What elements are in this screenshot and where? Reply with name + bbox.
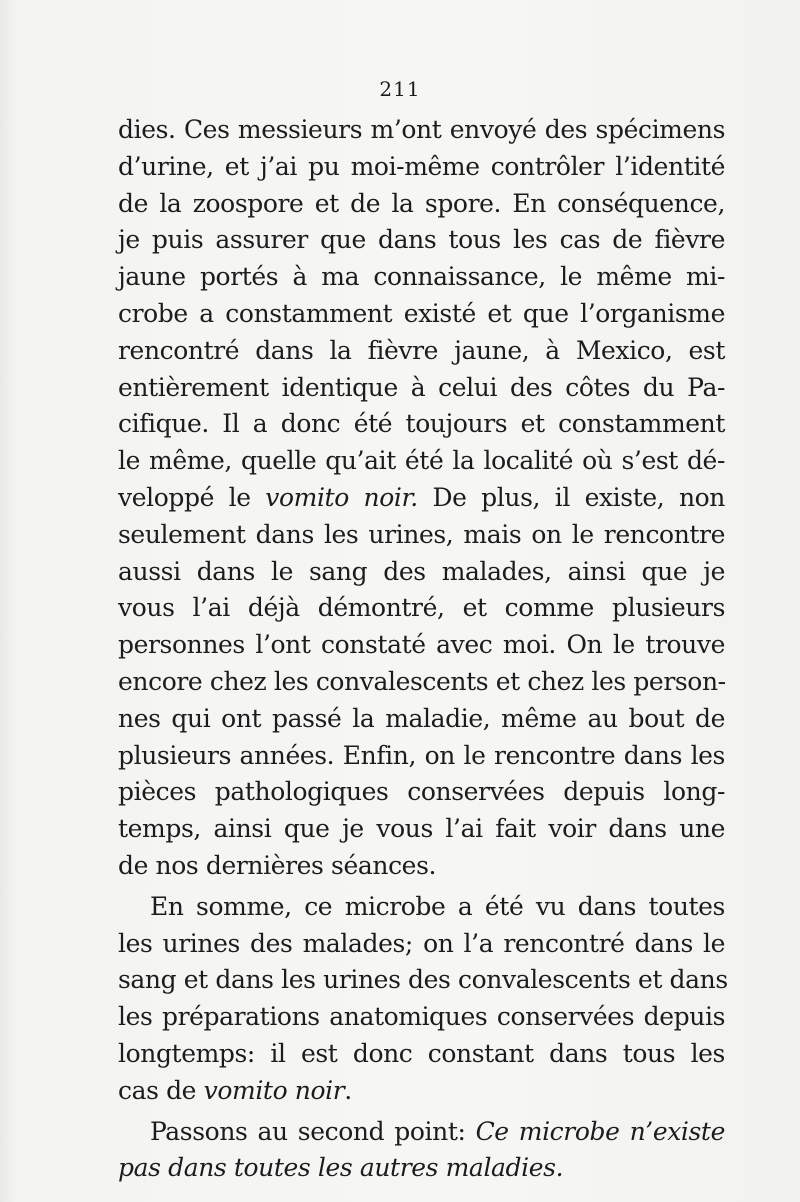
text-segment: les urines des malades; on l’a rencontré dans le xyxy=(118,928,725,958)
text-segment: longtemps: il est donc constant dans tous les xyxy=(118,1038,725,1068)
text-segment: les préparations anatomiques conservées depuis xyxy=(118,1002,725,1032)
text-line xyxy=(118,112,725,149)
text-segment: sang et dans les urines des convalescents et dans xyxy=(118,965,728,995)
text-line xyxy=(118,627,725,664)
text-segment: jaune portés à ma connaissance, le même mi- xyxy=(118,262,725,292)
text-segment: . xyxy=(344,1075,352,1105)
text-line xyxy=(118,962,728,999)
text-line xyxy=(118,1073,725,1110)
text-line xyxy=(118,443,725,480)
text-line xyxy=(118,222,725,259)
text-line xyxy=(118,1036,725,1073)
text-segment: je puis assurer que dans tous les cas de fièvre xyxy=(118,225,725,255)
text-segment: nes qui ont passé la maladie, même au bout de xyxy=(118,703,725,733)
text-segment: entièrement identique à celui des côtes du Pa- xyxy=(118,372,725,402)
text-segment: En somme, ce microbe a été vu dans toutes xyxy=(150,891,725,921)
text-line xyxy=(118,664,725,701)
text-line xyxy=(118,1150,725,1187)
text-line xyxy=(118,1114,725,1151)
italic-text: vomito noir. xyxy=(265,482,418,512)
page-number: 211 xyxy=(379,77,421,101)
italic-text: Ce microbe n’existe xyxy=(475,1116,725,1146)
text-segment: aussi dans le sang des malades, ainsi que je xyxy=(118,556,725,586)
text-line xyxy=(118,774,725,811)
italic-text: pas dans toutes les autres maladies. xyxy=(118,1153,564,1183)
text-segment: pièces pathologiques conservées depuis long- xyxy=(118,777,725,807)
text-segment: de la zoospore et de la spore. En conséquence, xyxy=(118,188,725,218)
text-segment: personnes l’ont constaté avec moi. On le trouve xyxy=(118,630,725,660)
text-segment: dies. Ces messieurs m’ont envoyé des spécimens xyxy=(118,115,725,144)
text-line xyxy=(118,738,725,775)
text-segment: seulement dans les urines, mais on le rencontre xyxy=(118,519,725,549)
text-segment: veloppé le xyxy=(118,482,266,512)
text-line xyxy=(118,186,725,223)
text-line xyxy=(118,926,725,963)
text-line xyxy=(118,701,725,738)
text-line xyxy=(118,517,725,554)
text-line xyxy=(118,406,725,443)
body-text xyxy=(118,112,728,1187)
text-segment: crobe a constamment existé et que l’organisme xyxy=(118,298,725,328)
text-segment: De plus, il existe, non xyxy=(417,482,725,512)
text-segment: cifique. Il a donc été toujours et constamment xyxy=(118,409,725,439)
text-line xyxy=(118,889,725,926)
text-line xyxy=(118,811,725,848)
text-segment: temps, ainsi que je vous l’ai fait voir dans une xyxy=(118,814,725,844)
text-line xyxy=(118,370,725,407)
text-line xyxy=(118,296,725,333)
text-segment: plusieurs années. Enfin, on le rencontre dans les xyxy=(118,740,725,770)
text-segment: de nos dernières séances. xyxy=(118,850,437,880)
text-line xyxy=(118,259,725,296)
text-segment: d’urine, et j’ai pu moi-même contrôler l’identité xyxy=(118,151,725,181)
text-line xyxy=(118,333,725,370)
text-segment: le même, quelle qu’ait été la localité où s’est dé- xyxy=(118,446,725,476)
text-segment: cas de xyxy=(118,1075,204,1105)
text-segment: encore chez les convalescents et chez les person- xyxy=(118,666,726,696)
text-line xyxy=(118,999,725,1036)
text-line xyxy=(118,480,725,517)
text-line xyxy=(118,554,725,591)
text-line xyxy=(118,590,725,627)
text-segment: vous l’ai déjà démontré, et comme plusieurs xyxy=(118,593,725,623)
text-segment: rencontré dans la fièvre jaune, à Mexico, est xyxy=(118,335,725,365)
text-line xyxy=(118,149,725,186)
italic-text: vomito noir xyxy=(203,1075,345,1105)
text-line xyxy=(118,848,725,885)
text-segment: Passons au second point: xyxy=(150,1116,476,1146)
